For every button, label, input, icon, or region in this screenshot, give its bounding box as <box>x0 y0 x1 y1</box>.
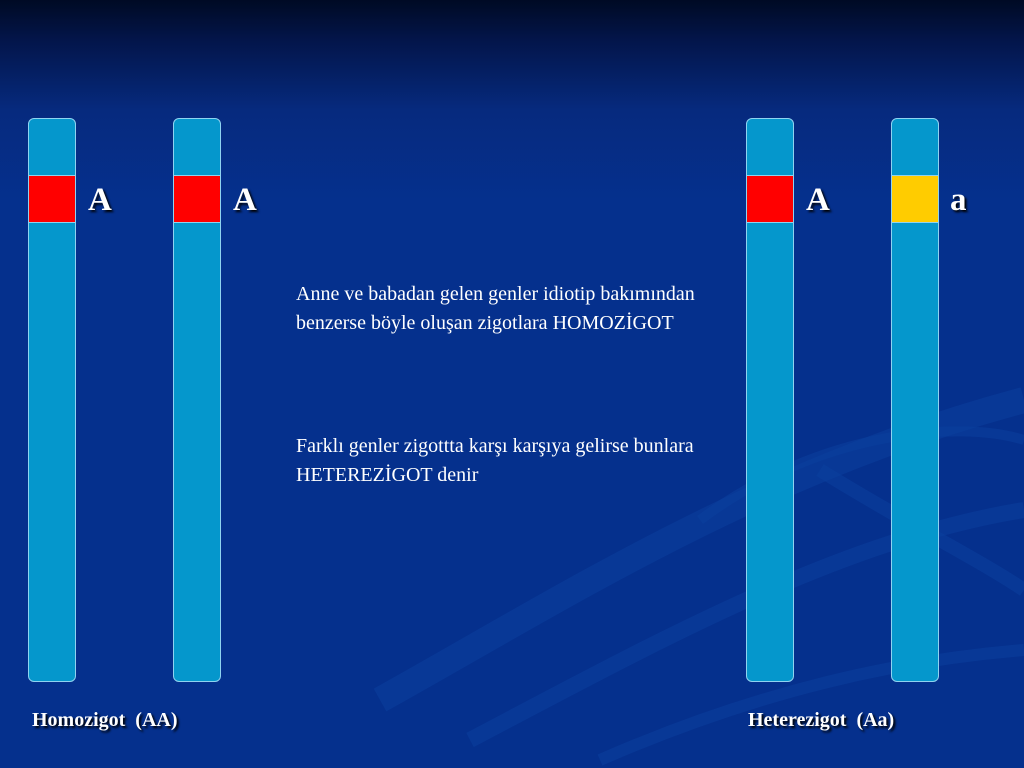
heterozygote-definition: Farklı genler zigottta karşı karşıya gelirse bunlara HETEREZİGOT denir <box>296 435 694 486</box>
gene-band <box>892 175 938 223</box>
allele-label: a <box>950 182 967 218</box>
gene-band <box>747 175 793 223</box>
chromosome-heterozygote-1 <box>746 118 794 682</box>
allele-label: A <box>233 182 257 218</box>
homozygote-caption: Homozigot (AA) <box>32 709 178 731</box>
homozygote-definition: Anne ve babadan gelen genler idiotip bakımından benzerse böyle oluşan zigotlara HOMOZİGOT <box>296 283 695 334</box>
gene-band <box>174 175 220 223</box>
allele-label: A <box>806 182 830 218</box>
allele-label: A <box>88 182 112 218</box>
heterozygote-caption: Heterezigot (Aa) <box>748 709 895 731</box>
chromosome-homozygote-1 <box>28 118 76 682</box>
gene-band <box>29 175 75 223</box>
chromosome-heterozygote-2 <box>891 118 939 682</box>
chromosome-homozygote-2 <box>173 118 221 682</box>
